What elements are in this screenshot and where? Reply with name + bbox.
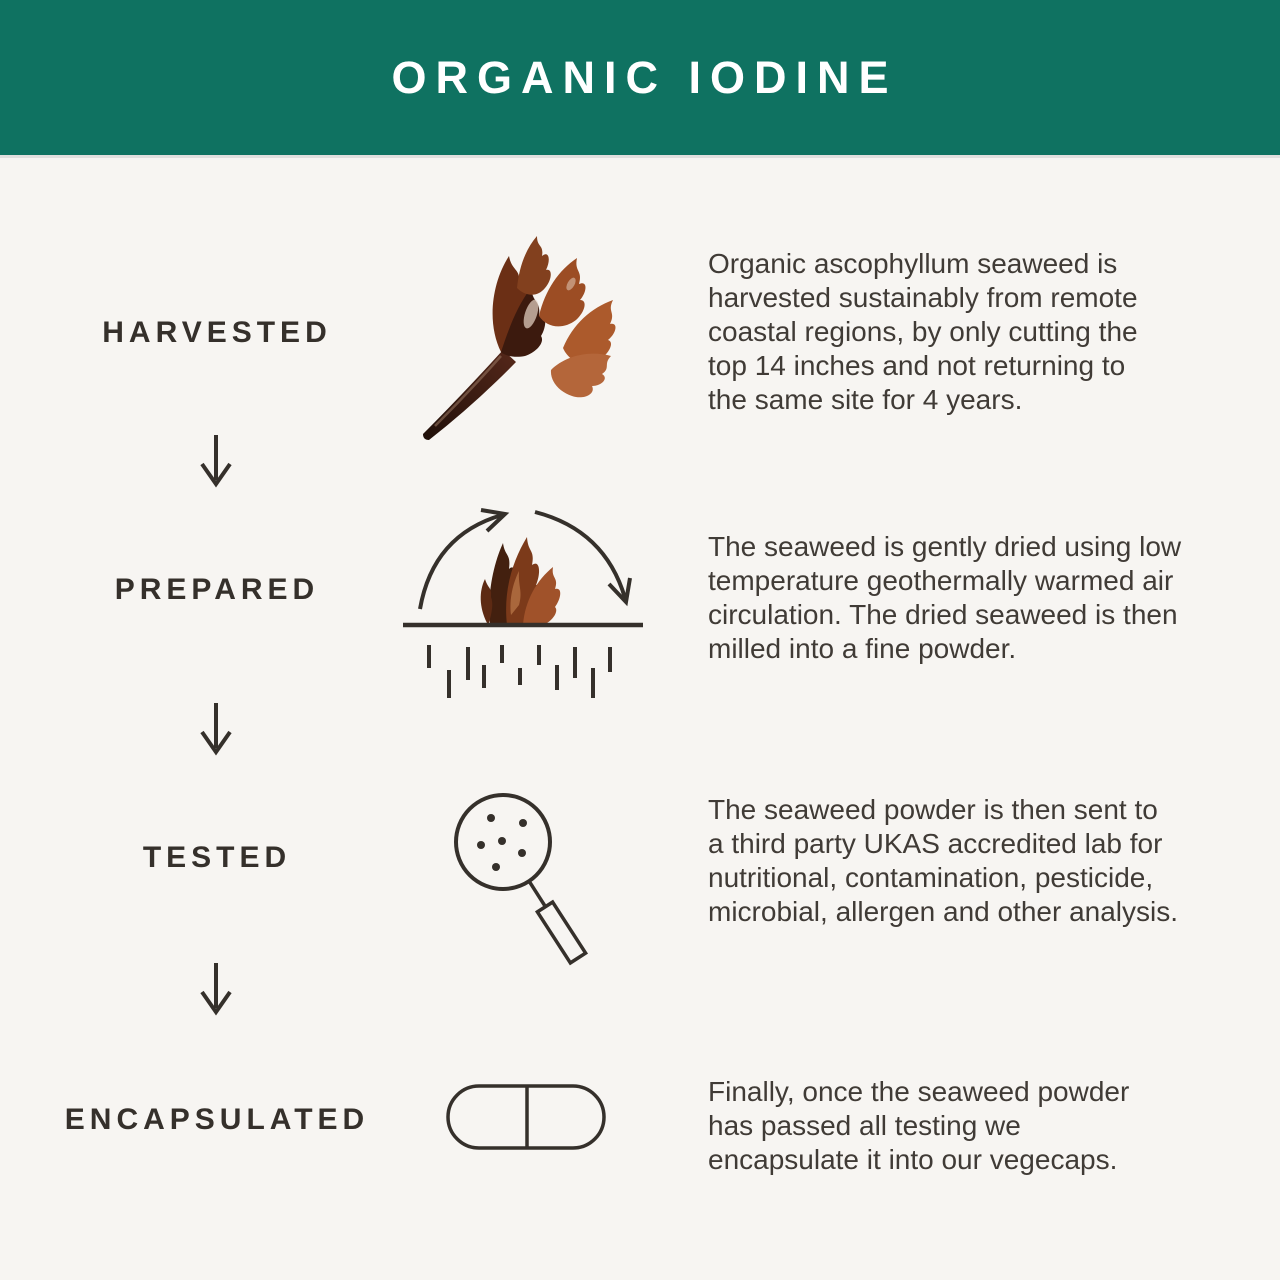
step-description-encapsulated: Finally, once the seaweed powder has passed all testing we encapsulate it into our vegecaps. <box>708 1076 1130 1175</box>
step-description-tested: The seaweed powder is then sent to a third party UKAS accredited lab for nutritional, contamination, pesticide, microbial, allergen and other analysis. <box>708 794 1179 927</box>
capsule-icon <box>443 1081 609 1153</box>
step-label-prepared: PREPARED <box>114 573 320 606</box>
down-arrow-icon <box>198 432 234 490</box>
down-arrow-icon <box>198 700 234 758</box>
seaweed-drying-icon <box>395 495 655 710</box>
header-banner <box>0 0 1280 155</box>
magnifying-glass-icon <box>445 782 595 972</box>
step-description-harvested: Organic ascophyllum seaweed is harvested sustainably from remote coastal regions, by only cutting the top 14 inches and not returning to the same site for 4 years. <box>708 248 1138 415</box>
capsule-svg <box>443 1081 609 1153</box>
seaweed-photo-svg <box>413 228 645 446</box>
seaweed-photo <box>413 228 645 446</box>
step-label-harvested: HARVESTED <box>102 316 332 349</box>
down-arrow-icon <box>198 960 234 1018</box>
seaweed-drying-svg <box>395 495 655 710</box>
page-title: ORGANIC IODINE <box>391 51 898 103</box>
step-label-tested: TESTED <box>142 841 292 874</box>
step-label-encapsulated: ENCAPSULATED <box>64 1103 370 1136</box>
step-description-prepared: The seaweed is gently dried using low temperature geothermally warmed air circulation. The dried seaweed is then milled into a fine powder. <box>708 531 1182 664</box>
magnifying-glass-svg <box>445 782 595 972</box>
